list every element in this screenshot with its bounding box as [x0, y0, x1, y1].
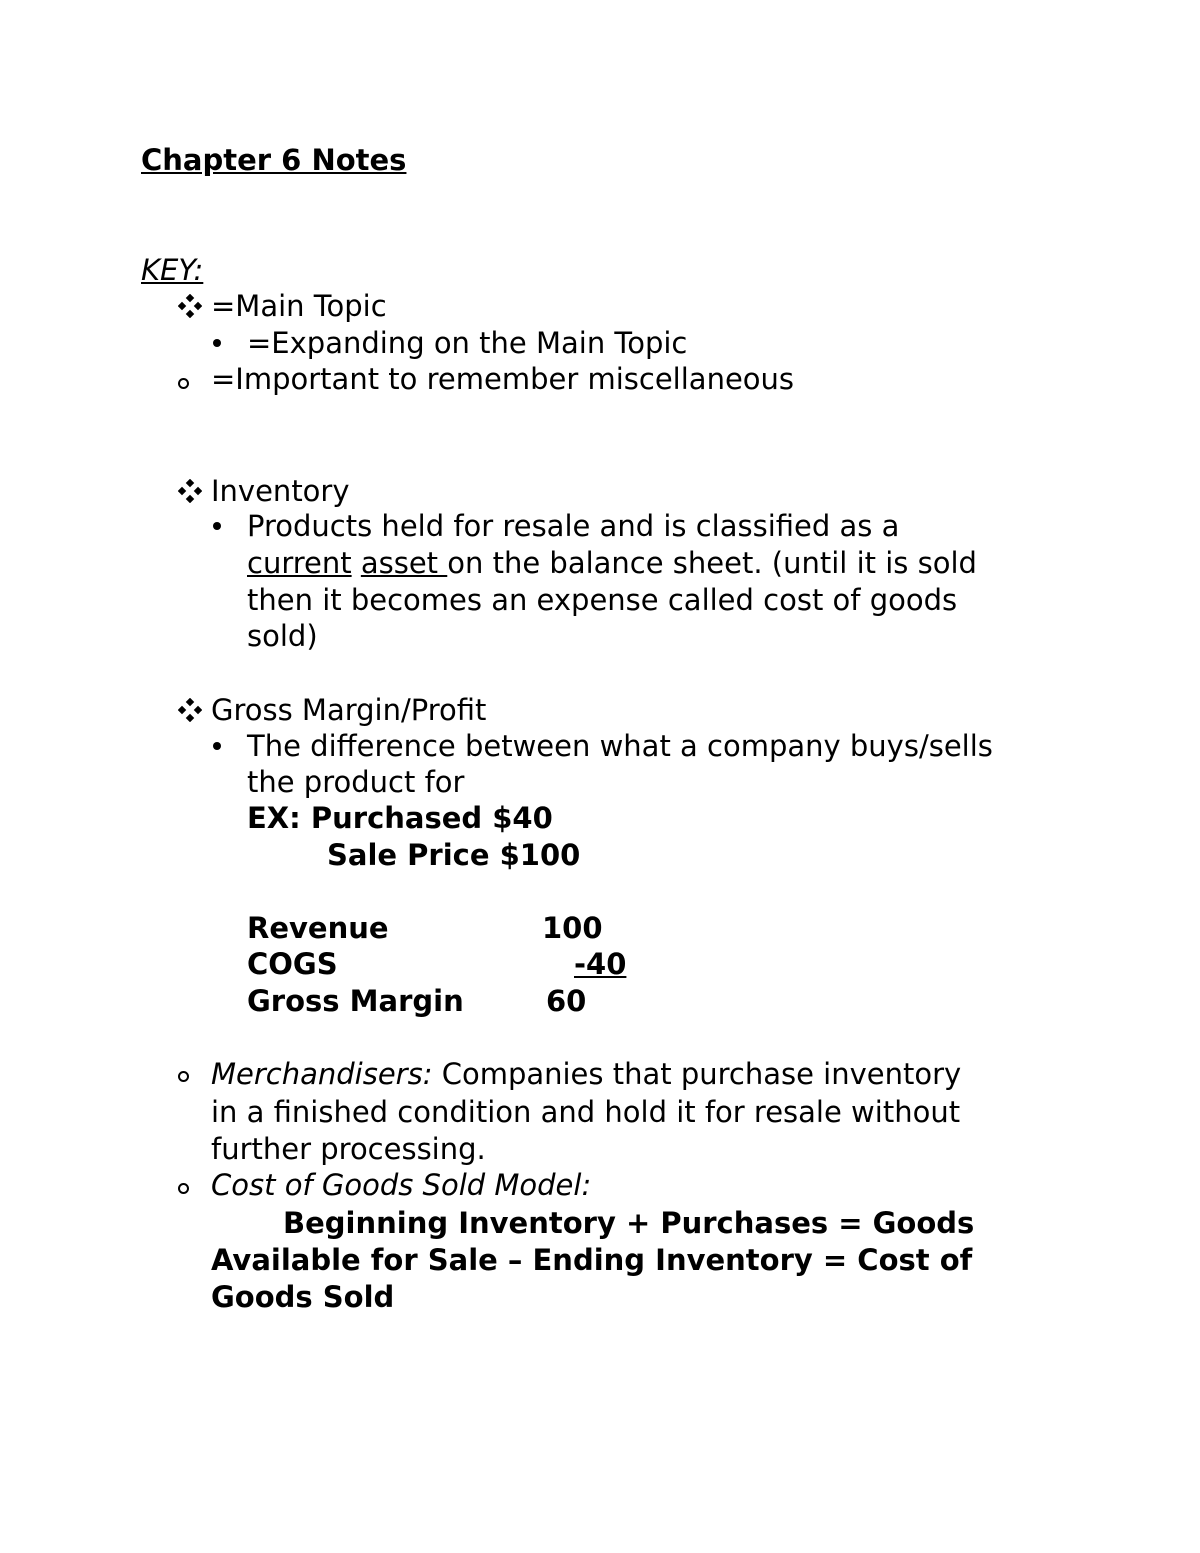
gross-margin-line-2: the product for: [247, 765, 465, 799]
gross-margin-value: 60: [546, 984, 587, 1018]
round-bullet-icon: [213, 742, 221, 750]
inventory-line-3: then it becomes an expense called cost of goods: [247, 583, 958, 617]
page-title: Chapter 6 Notes: [141, 143, 407, 177]
diamond-bullet-icon: [178, 294, 202, 318]
revenue-value: 100: [542, 911, 603, 945]
merchandisers-line-1-rest: Companies that purchase inventory: [432, 1057, 962, 1091]
inventory-word-asset: asset: [360, 546, 448, 580]
cogs-model-line-2: Available for Sale – Ending Inventory = Cost of: [211, 1243, 973, 1277]
cogs-model-line-1: Beginning Inventory + Purchases = Goods: [283, 1206, 975, 1240]
cogs-model-label: Cost of Goods Sold Model:: [211, 1168, 592, 1202]
gross-margin-line-1: The difference between what a company buys/sells: [247, 729, 993, 763]
cogs-value: -40: [574, 947, 627, 981]
round-bullet-icon: [213, 339, 221, 347]
inventory-heading: Inventory: [211, 474, 350, 508]
merchandisers-line-3: further processing.: [211, 1132, 486, 1166]
key-important: =Important to remember miscellaneous: [211, 362, 795, 396]
merchandisers-line-2: in a finished condition and hold it for resale without: [211, 1095, 961, 1129]
inventory-line-2: [247, 545, 977, 581]
circle-bullet-icon: [178, 1183, 189, 1194]
cogs-model-line-3: Goods Sold: [211, 1280, 395, 1314]
circle-bullet-icon: [178, 378, 189, 389]
key-main-topic: =Main Topic: [211, 289, 387, 323]
merchandisers-line-1: [211, 1056, 961, 1092]
merchandisers-label: Merchandisers:: [211, 1057, 433, 1091]
key-expanding: =Expanding on the Main Topic: [247, 326, 688, 360]
inventory-line-2-rest: on the balance sheet. (until it is sold: [447, 546, 977, 580]
round-bullet-icon: [213, 522, 221, 530]
gross-margin-label: Gross Margin: [247, 984, 464, 1018]
gross-margin-heading: Gross Margin/Profit: [211, 693, 487, 727]
circle-bullet-icon: [178, 1071, 189, 1082]
diamond-bullet-icon: [178, 698, 202, 722]
key-label: KEY:: [141, 253, 204, 287]
inventory-line-4: sold): [247, 619, 318, 653]
cogs-label: COGS: [247, 947, 338, 981]
example-purchased: EX: Purchased $40: [247, 801, 553, 835]
inventory-word-current: current: [247, 546, 352, 580]
diamond-bullet-icon: [178, 479, 202, 503]
example-sale-price: Sale Price $100: [327, 838, 581, 872]
inventory-line-1: Products held for resale and is classified as a: [247, 509, 900, 543]
revenue-label: Revenue: [247, 911, 389, 945]
